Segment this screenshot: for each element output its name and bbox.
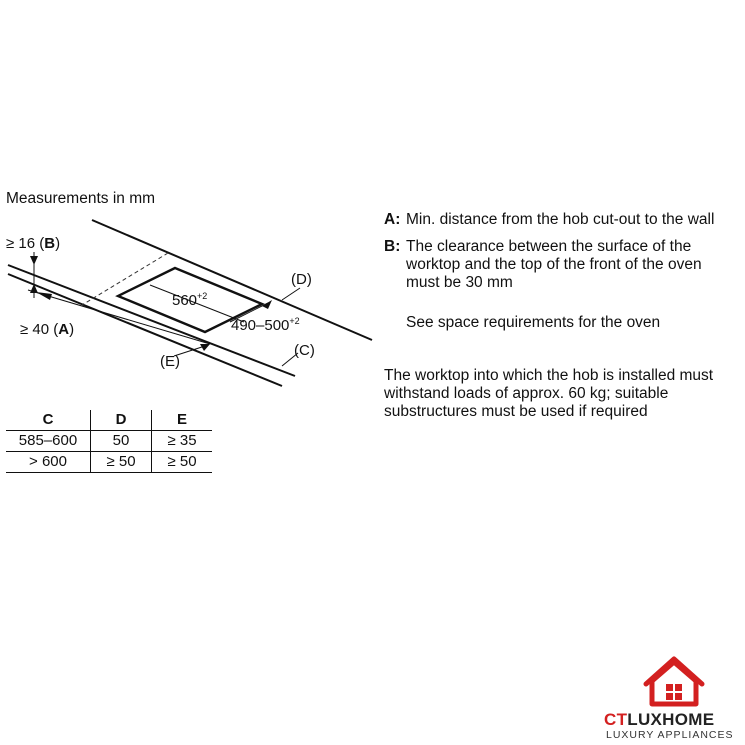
table-cell: ≥ 50 (91, 452, 152, 473)
oven-space-note: See space requirements for the oven (406, 314, 661, 331)
label-d: (D) (291, 271, 312, 288)
table-cell: ≥ 50 (152, 452, 213, 473)
notes-panel (384, 211, 734, 421)
note-b (384, 238, 734, 292)
dim-b-arrow-top (30, 256, 38, 265)
diagram-title: Measurements in mm (6, 190, 156, 207)
note-key: A: (384, 211, 401, 228)
house-icon (604, 654, 744, 712)
dim-a-arrow (36, 292, 52, 300)
table-header-e: E (152, 410, 213, 431)
table-header-d: D (91, 410, 152, 431)
brand-name (604, 710, 744, 730)
label-cutout-width: $560^{+2}$ (172, 291, 208, 309)
note-a (384, 211, 734, 229)
note-text: The clearance between the surface of the worktop and the top of the front of the oven must be 30 mm (406, 238, 702, 291)
table-cell: ≥ 35 (152, 431, 213, 452)
label-a: ≥ 40 (A) (20, 321, 75, 338)
table-header-row (6, 410, 212, 431)
table-cell: 50 (91, 431, 152, 452)
table-cell: > 600 (6, 452, 91, 473)
table-row (6, 431, 212, 452)
brand-ct: CT (604, 710, 628, 729)
table-row (6, 452, 212, 473)
label-b: ≥ 16 (B) (6, 235, 61, 252)
label-c: (C) (294, 342, 315, 359)
note-text: Min. distance from the hob cut-out to the wall (406, 211, 715, 228)
label-cutout-depth: $490-500^{+2}$ (231, 316, 300, 334)
dimensions-table (6, 410, 212, 473)
worktop-load-note: The worktop into which the hob is installed must withstand loads of approx. 60 kg; suitable substructures must be used if required (384, 367, 714, 420)
table-cell: 585–600 (6, 431, 91, 452)
brand-logo (604, 654, 744, 740)
brand-tagline: LUXURY APPLIANCES (606, 729, 734, 741)
brand-luxhome: LUXHOME (627, 710, 715, 729)
table-header-c: C (6, 410, 91, 431)
note-key: B: (384, 238, 401, 255)
label-e: (E) (160, 353, 180, 370)
dim-d-leader (282, 288, 300, 300)
